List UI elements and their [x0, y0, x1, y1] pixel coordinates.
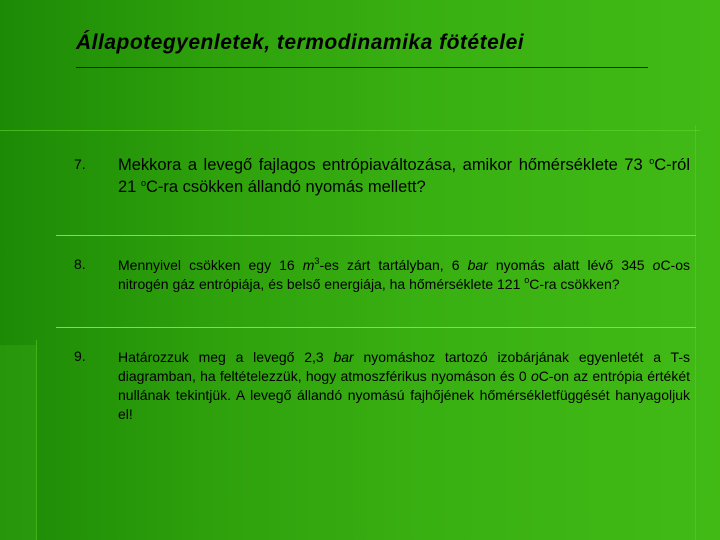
question-number: 7. — [74, 156, 86, 172]
question-row — [56, 138, 696, 236]
question-text: Mennyivel csökken egy 16 $m^3-es$ zárt tartályban, 6 bar nyomás alatt lévő 345 oC-os nitrogén gáz entrópiája, és belső energiája, ha hőmérséklete 121 $^o$C-ra csökken? — [118, 256, 690, 292]
question-row — [56, 328, 696, 458]
question-number: 9. — [74, 348, 86, 364]
title-underline — [76, 67, 648, 68]
question-text: Határozzuk meg a levegő 2,3 bar nyomáshoz tartozó izobárjának egyenletét a T-s diagramban, ha feltételezzük, hogy atmoszférikus nyomáson és 0 oC-on az entrópia értékét nullának tekintjük. A levegő állandó nyomású fajhőjének hőmérsékletfüggését hanyagoljuk el! — [118, 349, 691, 422]
decorative-vertical-line — [36, 340, 37, 540]
question-text: Mekkora a levegő fajlagos entrópiaváltozása, amikor hőmérséklete 73 $^o$C-ról 21 $^o$C-ra csökken állandó nyomás mellett? — [118, 156, 690, 196]
background-decoration — [0, 345, 36, 540]
slide-title: Állapotegyenletek, termodinamika fötételei — [76, 31, 525, 54]
decorative-horizontal-line — [0, 130, 700, 131]
question-number: 8. — [74, 256, 86, 272]
question-row — [56, 236, 696, 328]
question-table — [56, 138, 696, 458]
